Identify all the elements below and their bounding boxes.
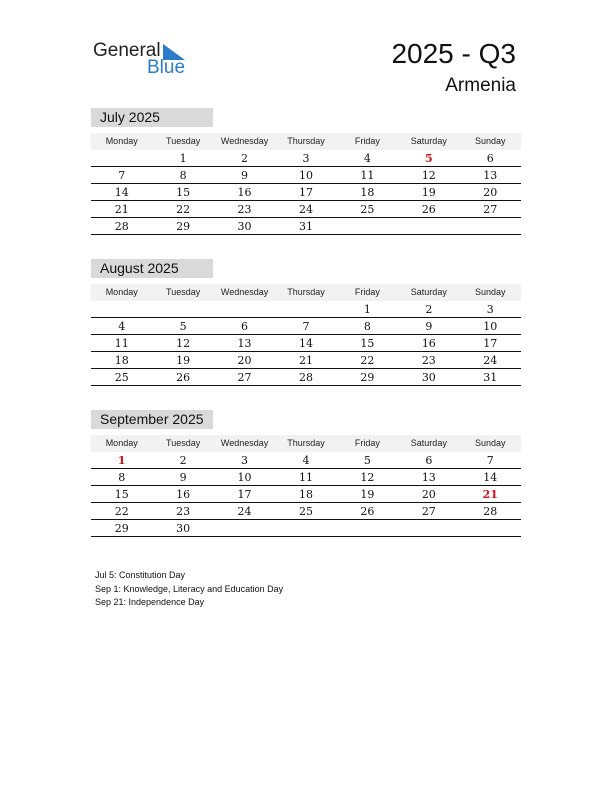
- weekday-label: Friday: [354, 136, 380, 146]
- day-cell: 13: [237, 337, 252, 350]
- day-cell: [275, 520, 336, 536]
- weekday-label: Tuesday: [166, 438, 201, 448]
- day-cell: 19: [360, 488, 375, 501]
- day-cell: 15: [176, 186, 191, 199]
- weekday-label: Thursday: [287, 438, 325, 448]
- weekday-label: Friday: [354, 287, 380, 297]
- day-cell: 23: [421, 354, 436, 367]
- day-cell: 7: [118, 169, 126, 182]
- weekday-label: Sunday: [474, 287, 506, 297]
- day-cell: 19: [421, 186, 436, 199]
- day-cell: 5: [363, 454, 371, 467]
- week-row: [91, 520, 521, 537]
- day-cell: 27: [483, 203, 498, 216]
- day-cell: 7: [302, 320, 310, 333]
- day-cell: 8: [179, 169, 187, 182]
- day-cell: 18: [298, 488, 313, 501]
- day-cell: 20: [483, 186, 498, 199]
- brand-word-general: General: [93, 40, 161, 61]
- weekday-label: Tuesday: [166, 287, 201, 297]
- weekday-label: Thursday: [287, 136, 325, 146]
- day-cell: 27: [421, 505, 436, 518]
- day-cell: 15: [360, 337, 375, 350]
- day-cell: 16: [176, 488, 191, 501]
- weekday-label: Saturday: [410, 287, 447, 297]
- day-cell: [460, 520, 521, 536]
- day-cell: 29: [114, 522, 129, 535]
- day-cell: 3: [486, 303, 494, 316]
- day-cell: [460, 218, 521, 234]
- brand-word-blue: Blue: [147, 57, 186, 78]
- day-cell: 26: [421, 203, 436, 216]
- day-cell: [214, 520, 275, 536]
- day-cell: 28: [114, 220, 129, 233]
- day-cell: 30: [237, 220, 252, 233]
- month-calendar-september: [91, 410, 521, 537]
- day-cell: 29: [176, 220, 191, 233]
- day-cell: 7: [486, 454, 494, 467]
- day-cell: 21: [298, 354, 313, 367]
- day-cell: [91, 301, 152, 317]
- weekday-header: [91, 284, 521, 301]
- day-cell: 16: [237, 186, 252, 199]
- day-cell: 10: [237, 471, 252, 484]
- day-cell: 6: [486, 152, 494, 165]
- country-name: Armenia: [445, 75, 516, 96]
- day-cell: 23: [176, 505, 191, 518]
- day-cell: 27: [237, 371, 252, 384]
- day-cell: 25: [360, 203, 375, 216]
- day-cell: 10: [298, 169, 313, 182]
- day-cell: 30: [176, 522, 191, 535]
- weekday-label: Wednesday: [220, 136, 269, 146]
- day-cell: 24: [237, 505, 252, 518]
- weekday-label: Tuesday: [166, 136, 201, 146]
- week-row: [91, 369, 521, 386]
- weekday-label: Wednesday: [220, 438, 269, 448]
- weekday-label: Friday: [354, 438, 380, 448]
- month-calendar-august: [91, 259, 521, 386]
- day-cell: 5: [179, 320, 187, 333]
- month-grid: [91, 301, 521, 386]
- weekday-label: Monday: [105, 438, 138, 448]
- weekday-label: Saturday: [410, 136, 447, 146]
- day-cell: 4: [118, 320, 126, 333]
- day-cell: 31: [298, 220, 313, 233]
- day-cell: 24: [298, 203, 313, 216]
- week-row: [91, 201, 521, 218]
- week-row: [91, 335, 521, 352]
- weekday-label: Thursday: [287, 287, 325, 297]
- day-cell: 9: [179, 471, 187, 484]
- day-cell: 13: [483, 169, 498, 182]
- day-cell: 6: [425, 454, 433, 467]
- day-cell: 9: [241, 169, 249, 182]
- weekday-label: Saturday: [410, 438, 447, 448]
- day-cell: 14: [483, 471, 498, 484]
- day-cell: [275, 301, 336, 317]
- month-calendar-july: [91, 108, 521, 235]
- day-cell: 6: [241, 320, 249, 333]
- day-cell: 25: [114, 371, 129, 384]
- weekday-label: Sunday: [474, 438, 506, 448]
- month-title: July 2025: [91, 108, 213, 127]
- day-cell: 29: [360, 371, 375, 384]
- day-cell: 2: [241, 152, 249, 165]
- week-row: [91, 503, 521, 520]
- day-cell: 4: [363, 152, 371, 165]
- day-cell: 8: [118, 471, 126, 484]
- day-cell: 2: [425, 303, 433, 316]
- week-row: [91, 184, 521, 201]
- day-cell: 12: [176, 337, 191, 350]
- day-cell: 14: [298, 337, 313, 350]
- day-cell: 22: [176, 203, 191, 216]
- week-row: [91, 218, 521, 235]
- day-cell: 1: [363, 303, 371, 316]
- week-row: [91, 486, 521, 503]
- day-cell: [214, 301, 275, 317]
- holiday-note: Sep 1: Knowledge, Literacy and Education Day: [95, 583, 284, 594]
- week-row: [91, 352, 521, 369]
- day-cell: 17: [237, 488, 252, 501]
- day-cell: 1: [179, 152, 187, 165]
- brand-logo: [93, 40, 203, 80]
- day-cell: [398, 520, 459, 536]
- day-cell: 25: [298, 505, 313, 518]
- day-cell: 9: [425, 320, 433, 333]
- day-cell: 11: [360, 169, 375, 182]
- day-cell: 1: [117, 454, 126, 467]
- month-title: August 2025: [91, 259, 213, 278]
- weekday-header: [91, 435, 521, 452]
- day-cell: 11: [114, 337, 129, 350]
- week-row: [91, 150, 521, 167]
- weekday-header: [91, 133, 521, 150]
- day-cell: 24: [483, 354, 498, 367]
- day-cell: 17: [298, 186, 313, 199]
- month-grid: [91, 452, 521, 537]
- day-cell: 21: [114, 203, 129, 216]
- day-cell: 12: [421, 169, 436, 182]
- day-cell: 3: [302, 152, 310, 165]
- weekday-label: Wednesday: [220, 287, 269, 297]
- day-cell: 18: [114, 354, 129, 367]
- day-cell: 19: [176, 354, 191, 367]
- weekday-label: Monday: [105, 287, 138, 297]
- day-cell: 20: [421, 488, 436, 501]
- week-row: [91, 452, 521, 469]
- day-cell: 22: [114, 505, 129, 518]
- page-title: 2025 - Q3: [391, 38, 516, 69]
- day-cell: 16: [421, 337, 436, 350]
- day-cell: 11: [298, 471, 313, 484]
- day-cell: 13: [421, 471, 436, 484]
- day-cell: 17: [483, 337, 498, 350]
- day-cell: 15: [114, 488, 129, 501]
- month-title: September 2025: [91, 410, 213, 429]
- day-cell: 23: [237, 203, 252, 216]
- day-cell: 30: [421, 371, 436, 384]
- holiday-note: Jul 5: Constitution Day: [95, 570, 186, 580]
- day-cell: 28: [298, 371, 313, 384]
- holiday-note: Sep 21: Independence Day: [95, 597, 205, 607]
- day-cell: 12: [360, 471, 375, 484]
- day-cell: 2: [179, 454, 187, 467]
- day-cell: 22: [360, 354, 375, 367]
- day-cell: [91, 150, 152, 166]
- week-row: [91, 301, 521, 318]
- day-cell: 10: [483, 320, 498, 333]
- week-row: [91, 318, 521, 335]
- day-cell: 18: [360, 186, 375, 199]
- day-cell: 28: [483, 505, 498, 518]
- day-cell: 14: [114, 186, 129, 199]
- day-cell: 26: [176, 371, 191, 384]
- day-cell: 5: [424, 152, 433, 165]
- day-cell: 3: [241, 454, 249, 467]
- day-cell: 26: [360, 505, 375, 518]
- day-cell: 31: [483, 371, 498, 384]
- day-cell: 4: [302, 454, 310, 467]
- day-cell: [398, 218, 459, 234]
- weekday-label: Sunday: [474, 136, 506, 146]
- day-cell: 8: [363, 320, 371, 333]
- holiday-notes: [95, 569, 283, 610]
- day-cell: 20: [237, 354, 252, 367]
- weekday-label: Monday: [105, 136, 138, 146]
- month-grid: [91, 150, 521, 235]
- day-cell: [337, 520, 398, 536]
- day-cell: [337, 218, 398, 234]
- week-row: [91, 167, 521, 184]
- day-cell: [152, 301, 213, 317]
- day-cell: 21: [482, 488, 498, 501]
- week-row: [91, 469, 521, 486]
